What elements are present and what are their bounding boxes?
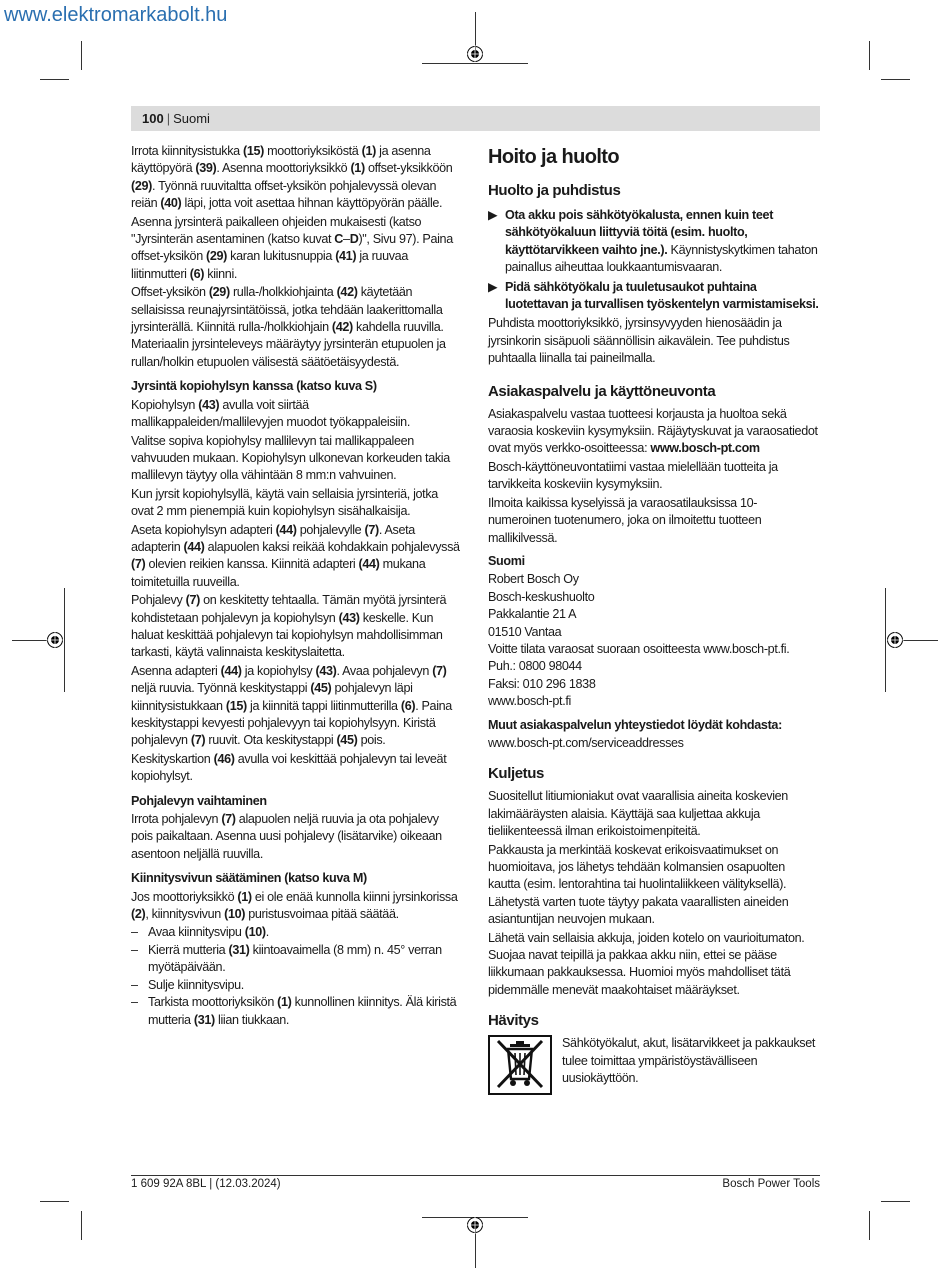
right-column — [488, 143, 820, 1095]
address-block — [488, 571, 820, 710]
footer-doc-number: 1 609 92A 8BL | (12.03.2024) — [131, 1178, 281, 1190]
crop-mark — [902, 640, 938, 641]
section-title: Hoito ja huolto — [488, 146, 619, 168]
section-heading: Pohjalevyn vaihtaminen — [131, 793, 267, 808]
address-line: Pakkalantie 21 A — [488, 607, 577, 622]
crop-mark — [40, 79, 69, 80]
list-item: – Sulje kiinnitysvipu. — [131, 977, 463, 994]
paragraph: Kopiohylsyn (43) avulla voit siirtää mallikappaleiden/mallilevyjen muodot työkappaleisiin. — [131, 397, 410, 430]
list-item: – Avaa kiinnitysvipu (10). — [131, 924, 463, 941]
warning-list — [488, 207, 820, 313]
bosch-link[interactable]: www.bosch-pt.com — [650, 441, 760, 456]
section-heading: Kiinnitysvivun säätäminen (katso kuva M) — [131, 871, 367, 886]
paragraph: Irrota pohjalevyn (7) alapuolen neljä ruuvia ja ota pohjalevy pois paikaltaan. Asenna uusi pohjalevy (lisätarvike) oikeaan asentoon neljällä ruuvilla. — [131, 812, 442, 861]
crop-mark — [881, 79, 910, 80]
list-item: ▶ Pidä sähkötyökalu ja tuuletusaukot puhtaina luotettavan ja turvallisen työskentelyn varmistamiseksi. — [488, 279, 819, 312]
address-line: Faksi: 010 296 1838 — [488, 676, 596, 691]
address-line: Voitte tilata varaosat suoraan osoitteesta www.bosch-pt.fi. — [488, 641, 790, 656]
paragraph: Jos moottoriyksikkö (1) ei ole enää kunnolla kiinni jyrsinkorissa (2), kiinnitysvivun (10) puristusvoimaa pitää säätää. — [131, 889, 458, 922]
crop-mark — [869, 1211, 870, 1240]
registration-mark-icon — [466, 45, 484, 63]
crossed-bin-icon — [488, 1035, 552, 1095]
page-number: 100 — [142, 111, 164, 126]
crop-mark — [40, 1201, 69, 1202]
service-addresses-link[interactable]: www.bosch-pt.com/serviceaddresses — [488, 735, 684, 750]
paragraph: Pakkausta ja merkintää koskevat erikoisvaatimukset on huomioitava, jos lähetys tehdään kolmansien osapuolten kautta (esim. lentorahtina tai huolintaliikkeen välityksellä). Lähetystä varten tuote täytyy pakata vaarallisten aineiden asiantuntijan neuvojen mukaan. — [488, 842, 789, 927]
registration-mark-icon — [466, 1216, 484, 1234]
crop-mark — [869, 41, 870, 70]
paragraph: Asenna jyrsinterä paikalleen ohjeiden mukaisesti (katso "Jyrsinterän asentaminen (katso kuvat C–D)", Sivu 97). Paina offset-yksikön (29) karan lukitusnuppia (41) ja ruuvaa liitinmutteri (6) kiinni. — [131, 214, 453, 281]
crop-mark — [81, 1211, 82, 1240]
paragraph: Asiakaspalvelu vastaa tuotteesi korjausta ja huoltoa sekä varaosia koskeviin kysymyksiin. Räjäytyskuvat ja varaosatiedot ovat myös verkko-osoitteessa: www.bosch-pt.com — [488, 406, 818, 456]
paragraph: Lähetä vain sellaisia akkuja, joiden kotelo on vaurioitumaton. Suojaa navat teipillä ja pakkaa akku niin, ettei se pääse liikkumaan pakkauksessa. Huomioi myös mahdolliset tätä pidemmälle menevät maakohtaiset määräykset. — [488, 930, 805, 997]
address-line: 01510 Vantaa — [488, 624, 562, 639]
header-language: Suomi — [173, 111, 210, 126]
paragraph: Valitse sopiva kopiohylsy mallilevyn tai mallikappaleen vahvuuden mukaan. Kopiohylsyn ulkonevan korkeuden takia mallilevyn täytyy olla vähintään 8 mm:n vahvuinen. — [131, 433, 450, 483]
paragraph: Ilmoita kaikissa kyselyissä ja varaosatilauksissa 10-numeroinen tuotenumero, joka on ilmoitettu tuotteen mallikilvessä. — [488, 495, 762, 545]
paragraph: Asenna adapteri (44) ja kopiohylsy (43). Avaa pohjalevyn (7) neljä ruuvia. Työnnä keskitystappi (45) pohjalevyn läpi kiinnitysistukkaan (15) ja kiinnitä tappi liitinmutterilla (6). Paina keskitystappi kevyesti pohjalevyyn tai kopiohylsyyn. Kiristä pohjalevyn (7) ruuvit. Ota keskitystappi (45) pois. — [131, 663, 452, 748]
section-heading: Jyrsintä kopiohylsyn kanssa (katso kuva S) — [131, 379, 377, 394]
steps-list — [131, 924, 463, 1028]
address-line: Puh.: 0800 98044 — [488, 659, 582, 674]
page-header — [131, 106, 820, 131]
disposal-text: Sähkötyökalut, akut, lisätarvikkeet ja pakkaukset tulee toimittaa ympäristöystävälliseen uusiokäyttöön. — [562, 1036, 816, 1086]
paragraph: Kun jyrsit kopiohylsyllä, käytä vain sellaisia jyrsinteriä, jotka ovat 2 mm pienempiä kuin kopiohylsyn sisähalkaisija. — [131, 486, 438, 519]
disposal-block — [488, 1035, 820, 1095]
subsection-title: Kuljetus — [488, 765, 544, 783]
list-item: – Tarkista moottoriyksikön (1) kunnollinen kiinnitys. Älä kiristä mutteria (31) liian tiukkaan. — [131, 994, 463, 1029]
paragraph: Irrota kiinnitysistukka (15) moottoriyksiköstä (1) ja asenna käyttöpyörä (39). Asenna moottoriyksikkö (1) offset-yksikköön (29). Työnnä ruuvitaltta offset-yksikön pohjalevyssä olevan reiän (40) läpi, jotta voit asettaa hihnan käyttöpyörän päälle. — [131, 144, 453, 211]
left-column — [131, 143, 463, 1029]
subsection-title: Hävitys — [488, 1012, 539, 1030]
address-line: www.bosch-pt.fi — [488, 694, 571, 709]
footer-brand: Bosch Power Tools — [722, 1178, 820, 1190]
header-separator: | — [166, 111, 171, 126]
address-line: Robert Bosch Oy — [488, 572, 579, 587]
more-contacts-label: Muut asiakaspalvelun yhteystiedot löydät kohdasta: — [488, 717, 782, 732]
paragraph: Keskityskartion (46) avulla voi keskittää pohjalevyn tai leveät kopiohylsyt. — [131, 751, 447, 784]
crop-mark — [12, 640, 48, 641]
paragraph: Offset-yksikön (29) rulla-/holkkiohjainta (42) käytetään sellaisissa reunajyrsintätöissä, jotka tehdään laakerittomalla jyrsinterällä. Kiinnitä rulla-/holkkiohjain (42) kahdella ruuvilla. Materiaalin jyrsinteleveys määräytyy jyrsinterän etupuolen ja rullan/holkin etupuolen välisestä säätöetäisyydestä. — [131, 285, 446, 369]
paragraph: Aseta kopiohylsyn adapteri (44) pohjalevylle (7). Aseta adapterin (44) alapuolen kaksi reikää kohdakkain pohjalevyssä (7) olevien reikien kanssa. Kiinnitä adapteri (44) mukana toimitetuilla ruuveilla. — [131, 522, 460, 589]
paragraph: Pohjalevy (7) on keskitetty tehtaalla. Tämän myötä jyrsinterä kohdistetaan pohjalevyn ja kopiohylsyn (43) keskelle. Kun haluat keskittää pohjalevyn tai kopiohylsyn mahdollisimman tarkasti, käytä valinnaista keskityslaitetta. — [131, 593, 447, 660]
address-line: Bosch-keskushuolto — [488, 589, 595, 604]
crop-mark — [64, 588, 65, 692]
crop-mark — [881, 1201, 910, 1202]
paragraph: Suositellut litiumioniakut ovat vaarallisia aineita koskevien lakimääräysten alaisia. Käyttäjä saa kuljettaa akkuja tieliikenteessä ilman erikoistoimenpiteitä. — [488, 789, 788, 839]
arrow-bullet-icon: ▶ — [488, 279, 498, 294]
paragraph: Bosch-käyttöneuvontatiimi vastaa mielellään tuotteita ja tarvikkeita koskeviin kysymyksiin. — [488, 459, 778, 492]
list-item: – Kierrä mutteria (31) kiintoavaimella (8 mm) n. 45° verran myötäpäivään. — [131, 942, 463, 977]
footer-divider — [131, 1175, 820, 1176]
watermark: www.elektromarkabolt.hu — [4, 4, 228, 26]
crop-mark — [475, 1228, 476, 1268]
registration-mark-icon — [46, 631, 64, 649]
registration-mark-icon — [886, 631, 904, 649]
list-item: ▶ Ota akku pois sähkötyökalusta, ennen kuin teet sähkötyökaluun liittyviä töitä (esim. huolto, käyttötarvikkeen vaihto jne.). Käynnistyskytkimen tahaton painallus aiheuttaa loukkaantumisvaaran. — [488, 208, 818, 275]
crop-mark — [422, 63, 528, 64]
subsection-title: Asiakaspalvelu ja käyttöneuvonta — [488, 382, 716, 400]
country-label: Suomi — [488, 553, 525, 568]
crop-mark — [81, 41, 82, 70]
subsection-title: Huolto ja puhdistus — [488, 182, 621, 199]
paragraph: Puhdista moottoriyksikkö, jyrsinsyvyyden hienosäädin ja jyrsinkorin sisäpuoli säännöllisin aikavälein. Tee puhdistus puhtaalla liinalla tai paineilmalla. — [488, 316, 790, 366]
arrow-bullet-icon: ▶ — [488, 208, 498, 222]
